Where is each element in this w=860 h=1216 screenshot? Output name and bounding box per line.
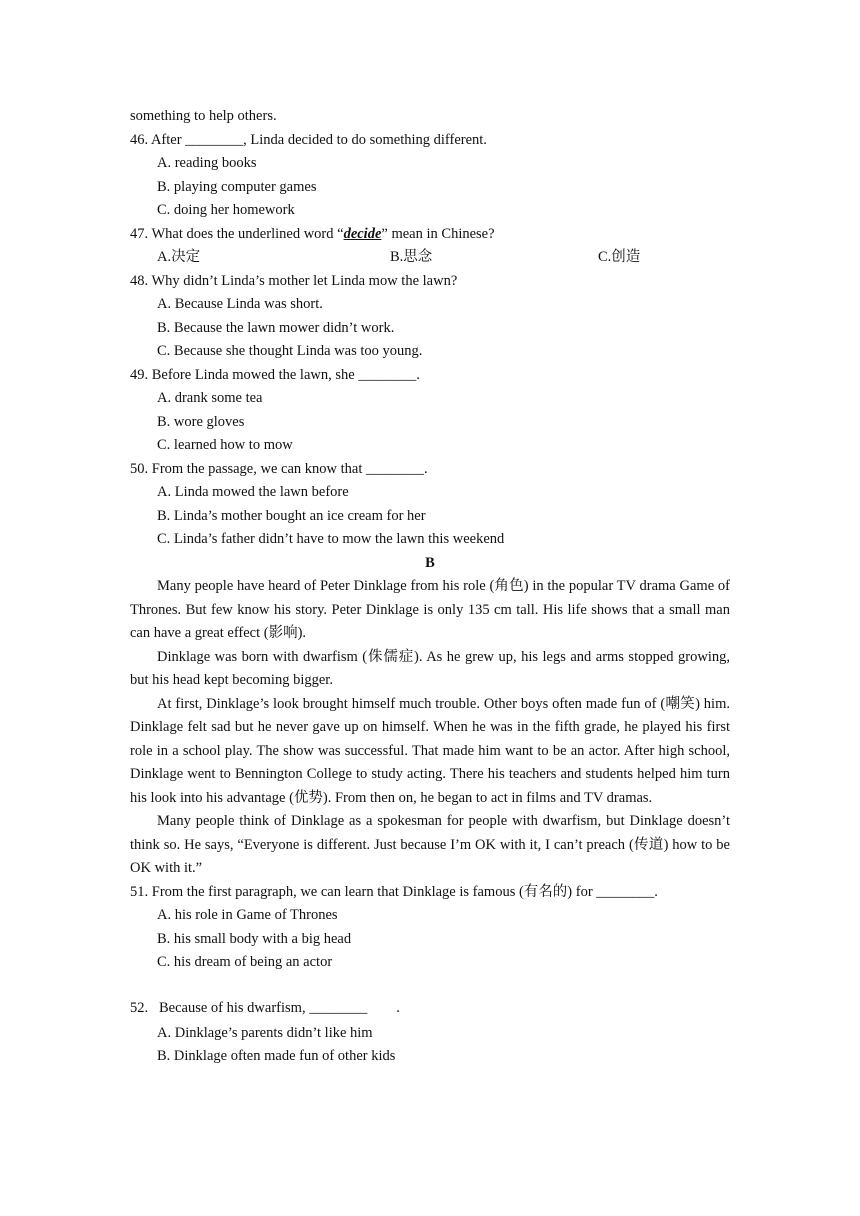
question-48-option-b: B. Because the lawn mower didn’t work. [157, 319, 395, 336]
question-49-option-b: B. wore gloves [157, 413, 245, 430]
question-47-stem-after: ” mean in Chinese? [381, 225, 495, 242]
page-content [130, 105, 730, 1069]
question-51-stem: 51. From the first paragraph, we can learn that Dinklage is famous (有名的) for ________. [130, 883, 658, 900]
question-52-stem: 52. Because of his dwarfism, ________ . [130, 999, 400, 1016]
question-49-stem: 49. Before Linda mowed the lawn, she ________. [130, 366, 420, 383]
reading-passage [130, 575, 730, 881]
question-48-option-c: C. Because she thought Linda was too young. [157, 343, 423, 359]
passage-paragraph-3: At first, Dinklage’s look brought himself much trouble. Other boys often made fun of (嘲笑) him. Dinklage felt sad but he never gave up on himself. When he was in the fifth grade, he played his first role in a school play. The show was successful. That made him want to be an actor. After high school, Dinklage went to Bennington College to study acting. There his teachers and students helped him turn his look into his advantage (优势). From then on, he began to act in films and TV dramas. [130, 695, 730, 806]
question-52-option-b: B. Dinklage often made fun of other kids [157, 1048, 396, 1064]
question-46-option-c: C. doing her homework [157, 202, 295, 218]
question-49-option-a: A. drank some tea [157, 390, 263, 406]
underlined-word: decide [343, 225, 382, 242]
question-47-stem [130, 223, 730, 247]
question-50-option-c: C. Linda’s father didn’t have to mow the lawn this weekend [157, 531, 505, 547]
question-50-option-b: B. Linda’s mother bought an ice cream for her [157, 507, 426, 524]
question-46 [130, 129, 730, 223]
question-46-option-a: A. reading books [157, 155, 257, 171]
question-47-option-a: A.决定 [157, 249, 201, 265]
lead-in-text: something to help others. [130, 108, 277, 124]
question-51-option-b: B. his small body with a big head [157, 930, 352, 947]
question-47 [130, 223, 730, 270]
question-50-option-a: A. Linda mowed the lawn before [157, 484, 349, 500]
question-48-stem: 48. Why didn’t Linda’s mother let Linda mow the lawn? [130, 272, 458, 289]
question-51-option-a: A. his role in Game of Thrones [157, 907, 338, 923]
question-51 [130, 881, 730, 975]
section-b-heading: B [425, 554, 435, 571]
question-47-option-c: C.创造 [598, 249, 641, 265]
passage-paragraph-4: Many people think of Dinklage as a spokesman for people with dwarfism, but Dinklage doesn’t think so. He says, “Everyone is different. Just because I’m OK with it, I can’t preach (传道) how to be OK with it.” [130, 813, 730, 876]
question-49-option-c: C. learned how to mow [157, 437, 293, 453]
question-47-option-b: B.思念 [390, 249, 433, 265]
question-50-stem: 50. From the passage, we can know that ________. [130, 460, 428, 477]
question-51-option-c: C. his dream of being an actor [157, 954, 333, 970]
question-48 [130, 270, 730, 364]
question-47-options [130, 246, 730, 270]
passage-paragraph-1: Many people have heard of Peter Dinklage from his role (角色) in the popular TV drama Game of Thrones. But few know his story. Peter Dinklage is only 135 cm tall. His life shows that a small man can have a great effect (影响). [130, 578, 730, 641]
question-50 [130, 458, 730, 552]
question-47-stem-before: 47. What does the underlined word “ [130, 225, 344, 242]
question-46-stem: 46. After ________, Linda decided to do something different. [130, 131, 487, 148]
question-48-option-a: A. Because Linda was short. [157, 296, 323, 312]
question-52 [130, 995, 730, 1069]
question-49 [130, 364, 730, 458]
spacer [130, 975, 730, 995]
question-52-option-a: A. Dinklage’s parents didn’t like him [157, 1024, 373, 1041]
question-46-option-b: B. playing computer games [157, 178, 317, 195]
passage-paragraph-2: Dinklage was born with dwarfism (侏儒症). As he grew up, his legs and arms stopped growing, but his head kept becoming bigger. [130, 648, 730, 688]
